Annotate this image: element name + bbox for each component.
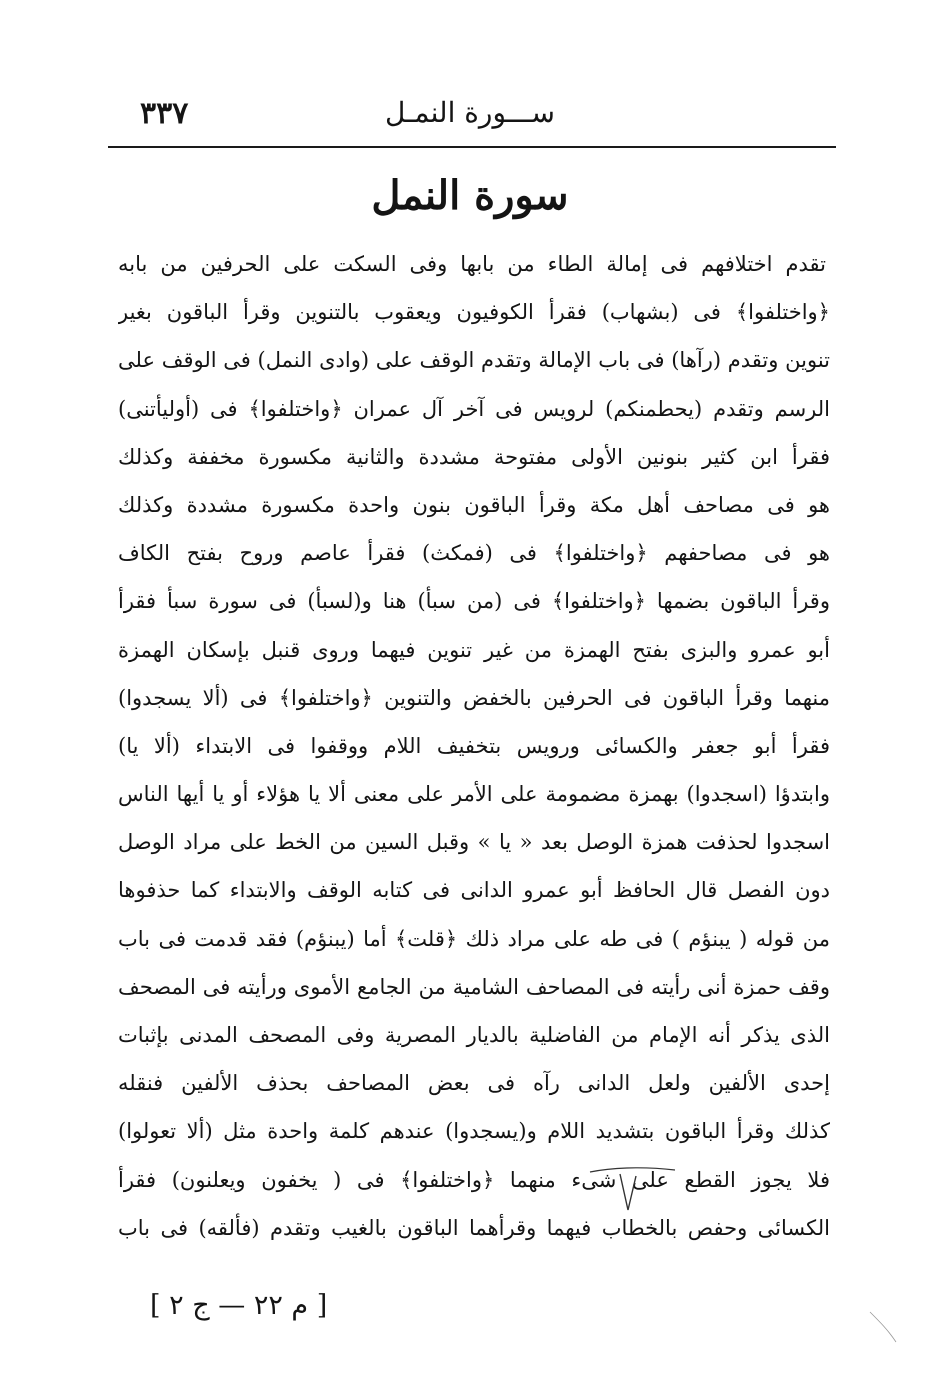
text-line: ﴿واختلفوا﴾ فى (بشهاب) فقرأ الكوفيون ويعقوب بالتنوين وقرأ الباقون بغير — [118, 300, 830, 325]
text-line: الكسائى وحفص بالخطاب فيهما وقرأهما الباقون بالغيب وتقدم (فألقه) فى باب — [118, 1215, 830, 1240]
text-line: هو فى مصاحف أهل مكة وقرأ الباقون بنون واحدة مكسورة مشددة وكذلك — [118, 492, 830, 517]
text-line: منهما وقرأ الباقون فى الحرفين بالخفض والتنوين ﴿واختلفوا﴾ فى (ألا يسجدوا) — [118, 685, 830, 710]
text-line: فقرأ أبو جعفر والكسائى ورويس بتخفيف اللام ووقفوا فى الابتداء (ألا يا) — [118, 733, 830, 758]
pen-mark — [580, 1150, 700, 1220]
text-line: هو فى مصاحفهم ﴿واختلفوا﴾ فى (فمكث) فقرأ عاصم وروح بفتح الكاف — [118, 541, 830, 566]
text-line: إحدى الألفين ولعل الدانى رآه فى بعض المصاحف بحذف الألفين فنقله — [118, 1071, 830, 1096]
body-text — [118, 240, 830, 1252]
text-line: الذى يذكر أنه الإمام من الفاضلية بالديار المصرية وفى المصحف المدنى بإثبات — [118, 1023, 830, 1047]
header-rule — [108, 146, 836, 148]
text-line: الرسم وتقدم (يحطمنكم) لرويس فى آخر آل عمران ﴿واختلفوا﴾ فى (أوليأتنى) — [118, 396, 830, 421]
text-line: فقرأ ابن كثير بنونين الأولى مفتوحة مشددة والثانية مكسورة مخففة وكذلك — [118, 444, 830, 469]
running-title: ســـورة النمـل — [385, 96, 555, 129]
text-line: فلا يجوز القطع على شىء منهما ﴿واختلفوا﴾ فى ( يخفون ويعلنون) فقرأ — [118, 1167, 830, 1192]
text-line: وابتدؤا (اسجدوا) بهمزة مضمومة على الأمر على معنى ألا يا هؤلاء أو يا أيها الناس — [118, 782, 830, 807]
text-line: وقرأ الباقون بضمها ﴿واختلفوا﴾ فى (من سبأ) هنا و(لسبأ) فى سورة سبأ فقرأ — [118, 589, 830, 614]
text-line: كذلك وقرأ الباقون بتشديد اللام و(يسجدوا) عندهم كلمة واحدة مثل (ألا تعولوا) — [118, 1119, 830, 1144]
chapter-title: سورة النمل — [371, 172, 569, 219]
text-line: من قوله ( يبنؤم ) فى طه على مراد ذلك ﴿قلت﴾ أما (يبنؤم) فقد قدمت فى باب — [118, 926, 830, 951]
signature-mark: [ م ٢٢ — ج ٢ ] — [150, 1290, 328, 1321]
text-line: أبو عمرو والبزى بفتح الهمزة من غير تنوين فيهما وروى قنبل بإسكان الهمزة — [118, 637, 830, 662]
running-header — [110, 92, 830, 140]
text-line: دون الفصل قال الحافظ أبو عمرو الدانى فى كتابه الوقف والابتداء كما حذفوها — [118, 878, 830, 903]
text-line: وقف حمزة أنى رأيته فى المصاحف الشامية من الجامع الأموى ورأيته فى المصحف — [118, 974, 830, 999]
text-line: اسجدوا لحذفت همزة الوصل بعد « يا » وقبل السين من الخط على مراد الوصل — [118, 830, 830, 855]
text-line: تقدم اختلافهم فى إمالة الطاء من بابها وفى السكت على الحرفين من بابه — [118, 252, 826, 276]
text-line: تنوين وتقدم (رآها) فى باب الإمالة وتقدم الوقف على (وادى النمل) فى الوقف على — [118, 348, 830, 373]
stray-mark — [862, 1306, 902, 1346]
page-number: ٣٣٧ — [140, 96, 189, 131]
